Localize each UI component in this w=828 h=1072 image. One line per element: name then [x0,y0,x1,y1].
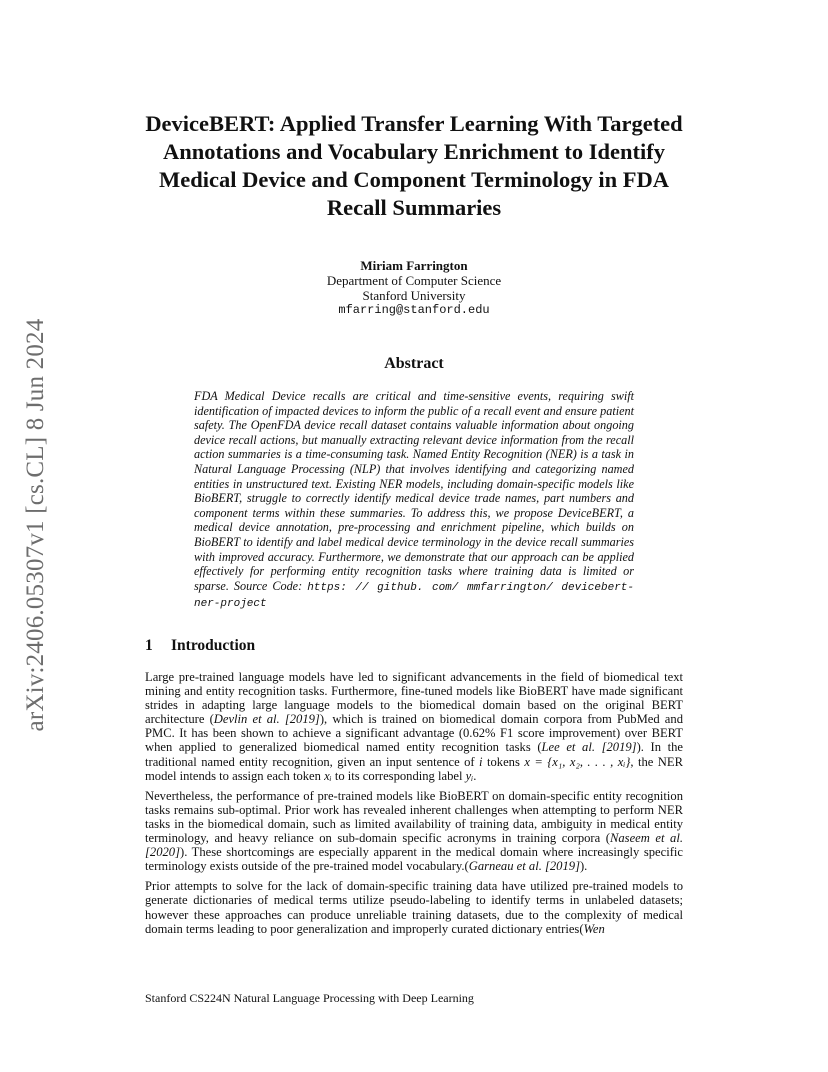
section-heading [145,637,255,655]
citation-naseem[interactable]: Naseem et al. [2020] [145,831,683,860]
citation-garneau[interactable]: Garneau et al. [2019] [468,859,580,874]
math-token-xi: xᵢ [324,768,332,783]
math-var-i: i [479,754,483,769]
author-university: Stanford University [362,288,466,303]
abstract-text [194,389,634,612]
math-input-set: x = {x₁, x₂, . . . , xᵢ} [524,754,631,769]
citation-lee[interactable]: Lee et al. [2019] [541,740,637,755]
paragraph-3: Prior attempts to solve for the lack of domain-specific training data have utilized pre-trained models to generate dictionaries of medical terms utilize pseudo-labeling to identify terms in unlabeled datasets; however these approaches can produce unreliable training datasets, due to the complexity of medical domain terms leading to poor generalization and improperly curated dictionary entries(Wen [145,879,683,936]
section-body [145,670,683,942]
author-block [220,258,608,318]
author-email: mfarring@stanford.edu [338,303,490,317]
author-name: Miriam Farrington [360,258,468,273]
abstract-heading: Abstract [384,355,444,372]
arxiv-id: arXiv:2406.05307v1 [cs.CL] 8 Jun 2024 [22,318,49,732]
abstract-body: FDA Medical Device recalls are critical and time-sensitive events, requiring swift identification of impacted devices to inform the public of a recall event and ensure patient safety. The OpenFDA device recall dataset contains valuable information about ongoing device recall actions, but manually extracting relevant device information from the recall action summaries is a time-consuming task. Named Entity Recognition (NER) is a task in Natural Language Processing (NLP) that involves identifying and categorizing named entities in unstructured text. Existing NER models, including domain-specific models like BioBERT, struggle to correctly identify medical device trade names, part numbers and component terms within these summaries. To address this, we propose DeviceBERT, a medical device annotation, pre-processing and enrichment pipeline, which builds on BioBERT to identify and label medical device terminology in the device recall summaries with improved accuracy. Furthermore, we demonstrate that our approach can be applied effectively for performing entity recognition tasks where training data is limited or sparse. Source Code: [194,389,634,593]
page-footer: Stanford CS224N Natural Language Processing with Deep Learning [145,991,474,1005]
section-title: Introduction [171,637,256,654]
math-label-yi: yᵢ [465,768,474,783]
paragraph-1: Large pre-trained language models have led to significant advancements in the field of biomedical text mining and entity recognition tasks. Furthermore, fine-tuned models like BioBERT have made significant strides in adapting large language models to the biomedical domain based on the original BERT architecture (Devlin et al. [2019]), which is trained on biomedical domain corpora from PubMed and PMC. It has been shown to achieve a significant advantage (0.62% F1 score improvement) over BERT when applied to generalized biomedical named entity recognition tasks (Lee et al. [2019]). In the traditional named entity recognition, given an input sentence of i tokens x = {x₁, x₂, . . . , xᵢ}, the NER model intends to assign each token xᵢ to its corresponding label yᵢ. [145,670,684,783]
arxiv-stamp [0,0,60,1072]
source-code-link[interactable]: https: // github. com/ mmfarrington/ devicebert-ner-project [194,581,634,611]
paragraph-2: Nevertheless, the performance of pre-trained models like BioBERT on domain-specific entity recognition tasks remains sub-optimal. Prior work has revealed inherent challenges when attempting to perform NER tasks in the biomedical domain, such as limited availability of training data, ambiguity in medical entity terminology, and heavy reliance on sub-domain specific acronyms in training corpora (Naseem et al. [2020]). These shortcomings are especially apparent in the medical domain where increasingly specific terminology exists outside of the pre-trained model vocabulary.(Garneau et al. [2019]). [145,788,683,874]
author-department: Department of Computer Science [326,273,502,288]
citation-devlin[interactable]: Devlin et al. [2019] [213,712,320,727]
citation-wen[interactable]: Wen [583,921,605,936]
paper-title: DeviceBERT: Applied Transfer Learning With Targeted Annotations and Vocabulary Enrichment to Identify Medical Device and Component Terminology in FDA Recall Summaries [145,111,683,220]
section-number: 1 [145,637,153,654]
